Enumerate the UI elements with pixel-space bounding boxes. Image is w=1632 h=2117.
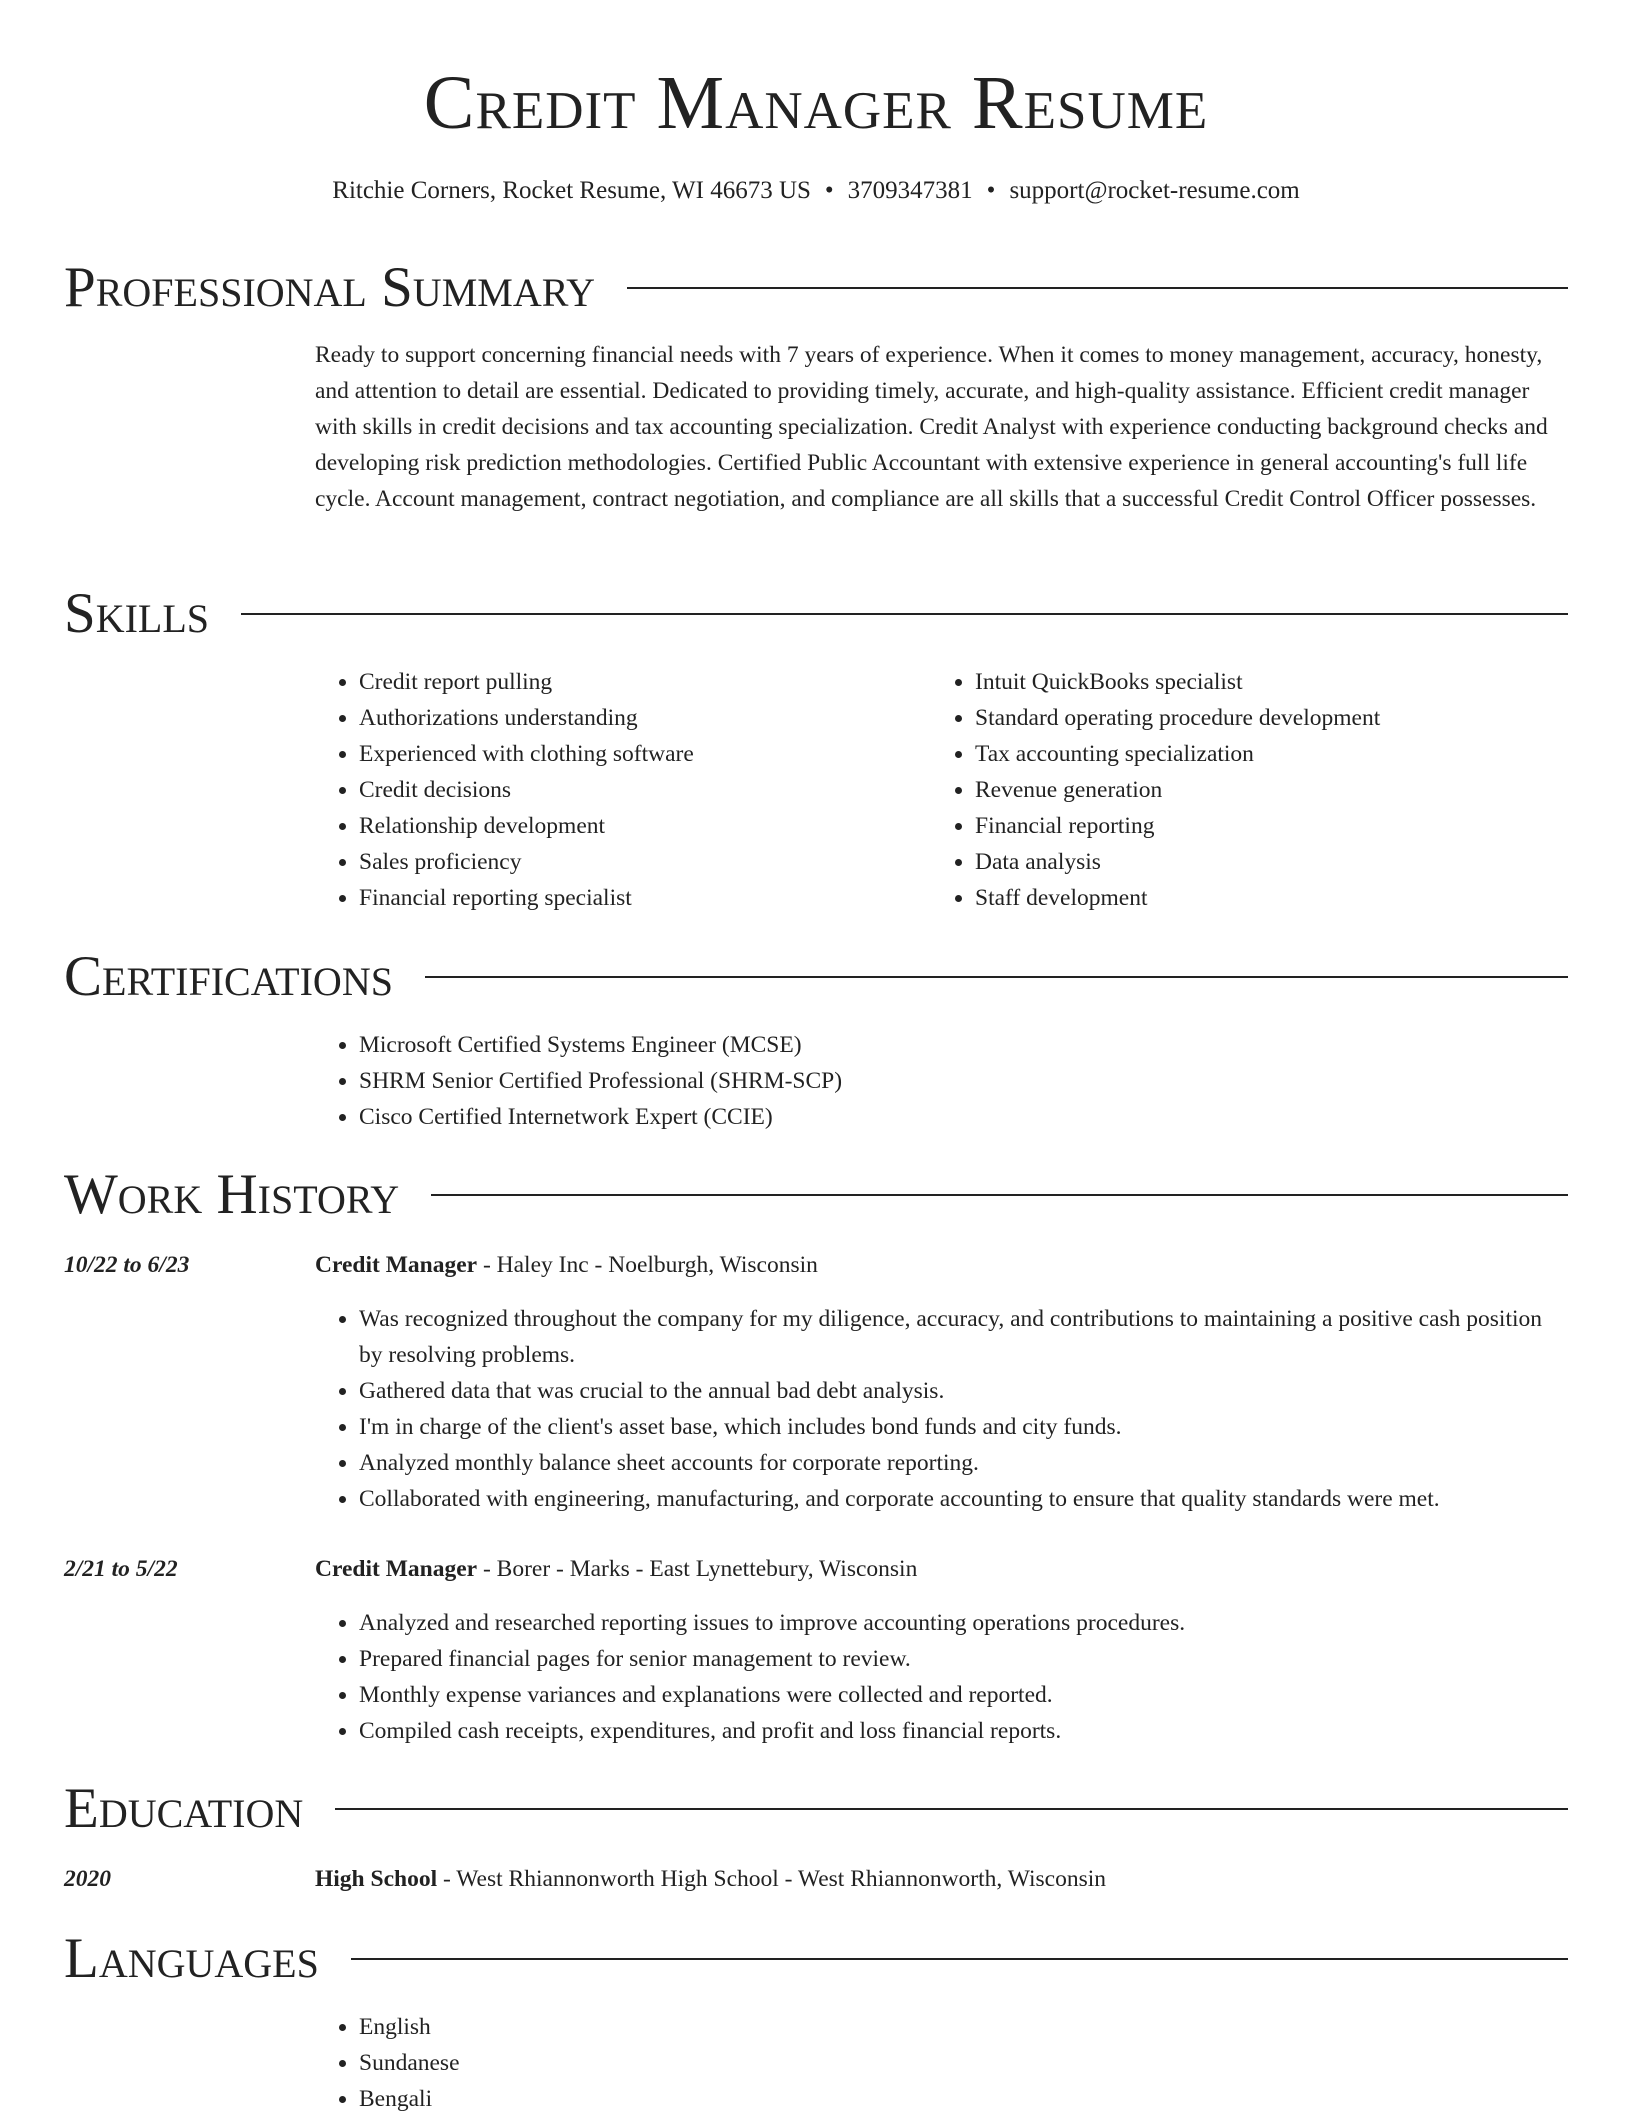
skills-heading: Skills (64, 582, 210, 645)
certifications-list (315, 1027, 842, 1135)
education-details: - West Rhiannonworth High School - West Rhiannonworth, Wisconsin (437, 1866, 1107, 1892)
contact-separator: • (986, 177, 996, 204)
section-divider (627, 287, 1568, 289)
job-bullet: • Compiled cash receipts, expenditures, and profit and loss financial reports. (359, 1713, 1570, 1749)
job-bullet: • Prepared financial pages for senior management to review. (359, 1641, 1570, 1677)
job-bullet: • Analyzed and researched reporting issues to improve accounting operations procedures. (359, 1605, 1570, 1641)
skill-item: • Staff development (975, 880, 1571, 916)
summary-section-header (64, 256, 1568, 320)
job-details: - Borer - Marks - East Lynettebury, Wisconsin (477, 1556, 918, 1582)
contact-separator: • (824, 177, 834, 204)
education-degree: High School (315, 1866, 438, 1892)
languages-section-header (64, 1927, 1568, 1991)
section-divider (335, 1808, 1568, 1810)
job-bullets-list (315, 1301, 1570, 1517)
skills-section-header (64, 582, 1568, 646)
certifications-block (315, 1027, 842, 1135)
languages-list (315, 2009, 460, 2117)
contact-line (0, 174, 1632, 208)
page-title: Credit Manager Resume (423, 61, 1209, 145)
job-title-line (315, 1247, 818, 1283)
skill-item: • Intuit QuickBooks specialist (975, 664, 1571, 700)
summary-heading: Professional Summary (64, 256, 596, 319)
contact-phone: 3709347381 (847, 177, 973, 204)
skill-item: • Revenue generation (975, 772, 1571, 808)
skill-item: • Relationship development (359, 808, 915, 844)
job-bullet: • Collaborated with engineering, manufacturing, and corporate accounting to ensure that quality standards were met. (359, 1481, 1570, 1517)
education-section-header (64, 1777, 1568, 1841)
skills-right-list (931, 664, 1571, 916)
job-title: Credit Manager (315, 1252, 478, 1278)
skill-item: • Tax accounting specialization (975, 736, 1571, 772)
certification-item: • Cisco Certified Internetwork Expert (CCIE) (359, 1099, 842, 1135)
job-bullet: • Was recognized throughout the company for my diligence, accuracy, and contributions to maintaining a positive cash position by resolving problems. (359, 1301, 1570, 1373)
job-bullet: • Analyzed monthly balance sheet accounts for corporate reporting. (359, 1445, 1570, 1481)
certifications-heading: Certifications (64, 945, 393, 1008)
skills-left-list (315, 664, 915, 916)
skill-item: • Experienced with clothing software (359, 736, 915, 772)
language-item: • English (359, 2009, 460, 2045)
education-heading: Education (64, 1777, 304, 1840)
skill-item: • Credit report pulling (359, 664, 915, 700)
certification-item: • SHRM Senior Certified Professional (SHRM-SCP) (359, 1063, 842, 1099)
section-divider (351, 1958, 1568, 1960)
section-divider (241, 613, 1568, 615)
certifications-section-header (64, 945, 1568, 1009)
job-bullets-block (315, 1301, 1570, 1517)
languages-block (315, 2009, 460, 2117)
languages-heading: Languages (64, 1927, 319, 1990)
contact-email: support@rocket-resume.com (1009, 177, 1300, 204)
contact-address: Ritchie Corners, Rocket Resume, WI 46673 US (332, 177, 811, 204)
skills-right-column (931, 664, 1571, 916)
job-bullets-list (315, 1605, 1570, 1749)
skill-item: • Standard operating procedure development (975, 700, 1571, 736)
job-dates: 10/22 to 6/23 (64, 1252, 190, 1278)
education-year: 2020 (64, 1866, 111, 1892)
work-heading: Work History (64, 1163, 400, 1226)
job-bullets-block (315, 1605, 1570, 1749)
job-dates: 2/21 to 5/22 (64, 1556, 178, 1582)
work-section-header (64, 1163, 1568, 1227)
job-title-line (315, 1551, 917, 1587)
job-title: Credit Manager (315, 1556, 478, 1582)
skill-item: • Authorizations understanding (359, 700, 915, 736)
skill-item: • Financial reporting (975, 808, 1571, 844)
section-divider (431, 1194, 1568, 1196)
skills-left-column (315, 664, 915, 916)
section-divider (425, 976, 1568, 978)
job-bullet: • I'm in charge of the client's asset base, which includes bond funds and city funds. (359, 1409, 1570, 1445)
certification-item: • Microsoft Certified Systems Engineer (MCSE) (359, 1027, 842, 1063)
job-bullet: • Gathered data that was crucial to the annual bad debt analysis. (359, 1373, 1570, 1409)
skill-item: • Credit decisions (359, 772, 915, 808)
education-line (315, 1861, 1106, 1897)
job-details: - Haley Inc - Noelburgh, Wisconsin (477, 1252, 818, 1278)
job-bullet: • Monthly expense variances and explanations were collected and reported. (359, 1677, 1570, 1713)
summary-text: Ready to support concerning financial needs with 7 years of experience. When it comes to money management, accuracy, honesty, and attention to detail are essential. Dedicated to providing timely, accurate, and high-quality assistance. Efficient credit manager with skills in credit decisions and tax accounting specialization. Credit Analyst with experience conducting background checks and developing risk prediction methodologies. Certified Public Accountant with extensive experience in general accounting's full life cycle. Account management, contract negotiation, and compliance are all skills that a successful Credit Control Officer possesses. (315, 342, 1548, 512)
skill-item: • Financial reporting specialist (359, 880, 915, 916)
language-item: • Bengali (359, 2081, 460, 2117)
skill-item: • Data analysis (975, 844, 1571, 880)
skill-item: • Sales proficiency (359, 844, 915, 880)
language-item: • Sundanese (359, 2045, 460, 2081)
